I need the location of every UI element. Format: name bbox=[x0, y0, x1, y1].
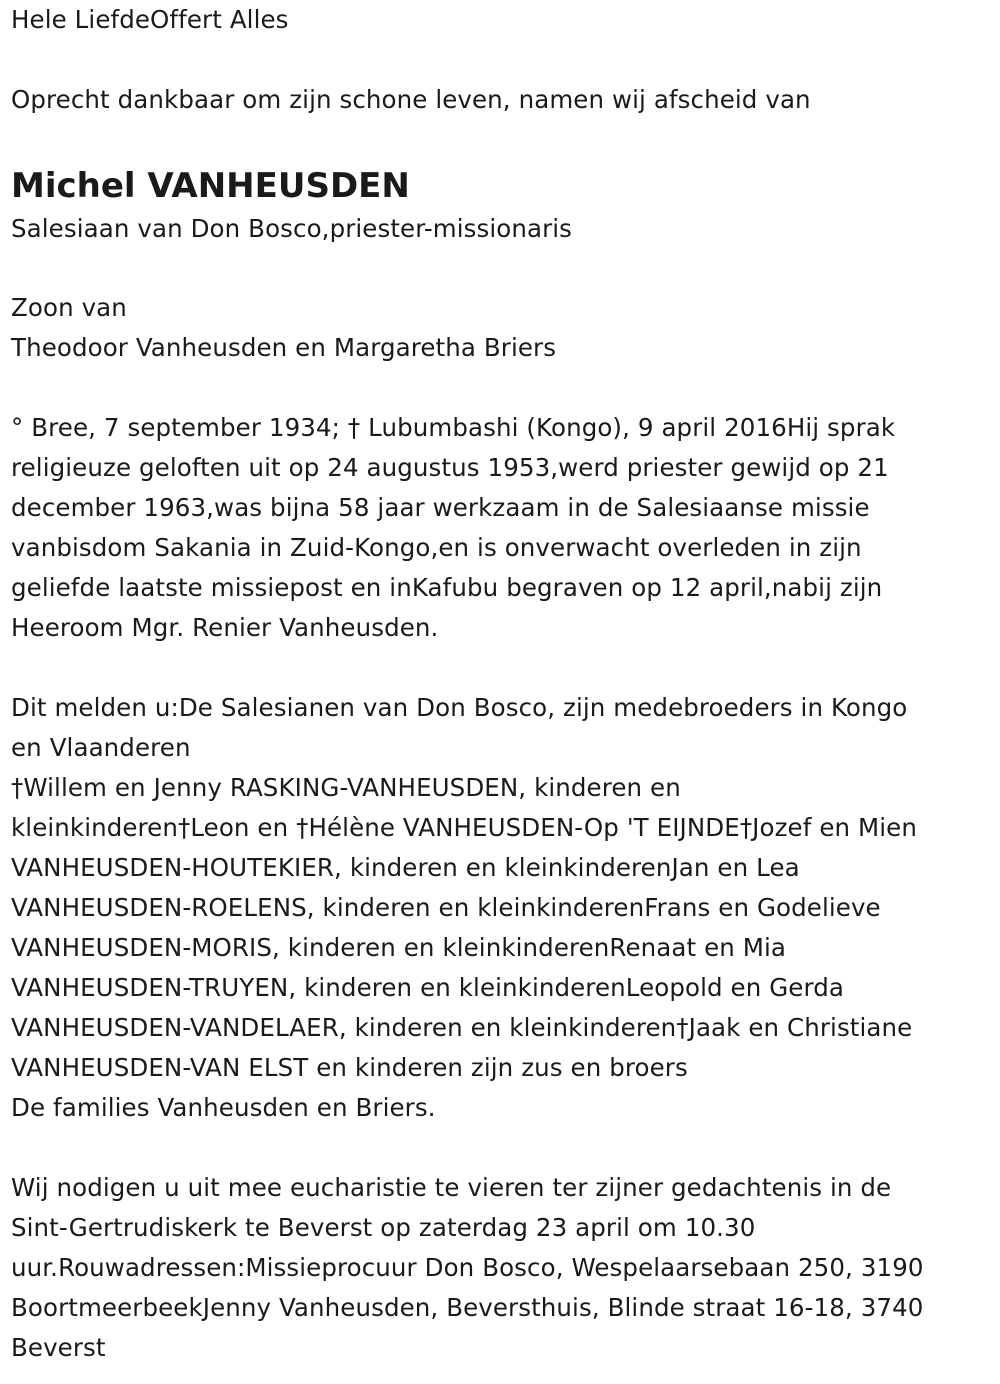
announcement-line: en Vlaanderen bbox=[11, 733, 191, 762]
spacer bbox=[11, 368, 993, 408]
biography-line: ° Bree, 7 september 1934; † Lubumbashi (Kongo), 9 april 2016Hij sprak bbox=[11, 413, 896, 442]
announcement-line: Dit melden u:De Salesianen van Don Bosco, zijn medebroeders in Kongo bbox=[11, 693, 908, 722]
announcement-line: VANHEUSDEN-TRUYEN, kinderen en kleinkinderenLeopold en Gerda bbox=[11, 973, 844, 1002]
announcement-line: VANHEUSDEN-VANDELAER, kinderen en kleinkinderen†Jaak en Christiane bbox=[11, 1013, 913, 1042]
biography-line: geliefde laatste missiepost en inKafubu begraven op 12 april,nabij zijn bbox=[11, 573, 883, 602]
announcement-line: kleinkinderen†Leon en †Hélène VANHEUSDEN-Op 'T EIJNDE†Jozef en Mien bbox=[11, 813, 917, 842]
announcement-line: VANHEUSDEN-VAN ELST en kinderen zijn zus en broers bbox=[11, 1053, 688, 1082]
announcement-line: †Willem en Jenny RASKING-VANHEUSDEN, kinderen en bbox=[11, 773, 681, 802]
biography-line: december 1963,was bijna 58 jaar werkzaam in de Salesiaanse missie bbox=[11, 493, 870, 522]
invitation-line: Beverst bbox=[11, 1333, 106, 1362]
intro-line: Oprecht dankbaar om zijn schone leven, namen wij afscheid van bbox=[11, 85, 811, 114]
spacer bbox=[11, 120, 993, 160]
invitation-line: BoortmeerbeekJenny Vanheusden, Beversthuis, Blinde straat 16-18, 3740 bbox=[11, 1293, 924, 1322]
announcement-paragraph bbox=[11, 688, 993, 1128]
invitation-line: Sint-Gertrudiskerk te Beverst op zaterdag 23 april om 10.30 bbox=[11, 1213, 756, 1242]
biography-paragraph bbox=[11, 408, 993, 648]
spacer bbox=[11, 1128, 993, 1168]
biography-line: Heeroom Mgr. Renier Vanheusden. bbox=[11, 613, 439, 642]
announcement-line: VANHEUSDEN-ROELENS, kinderen en kleinkinderenFrans en Godelieve bbox=[11, 893, 881, 922]
biography-line: religieuze geloften uit op 24 augustus 1953,werd priester gewijd op 21 bbox=[11, 453, 889, 482]
invitation-paragraph bbox=[11, 1168, 993, 1368]
spacer bbox=[11, 248, 993, 288]
spacer bbox=[11, 648, 993, 688]
announcement-line: VANHEUSDEN-HOUTEKIER, kinderen en kleinkinderenJan en Lea bbox=[11, 853, 800, 882]
parents-names: Theodoor Vanheusden en Margaretha Briers bbox=[11, 333, 557, 362]
motto-line: Hele LiefdeOffert Alles bbox=[11, 5, 289, 34]
parents-label: Zoon van bbox=[11, 293, 127, 322]
obituary-page bbox=[11, 0, 993, 1368]
deceased-role: Salesiaan van Don Bosco,priester-missionaris bbox=[11, 214, 573, 243]
deceased-name: Michel VANHEUSDEN bbox=[11, 166, 410, 206]
invitation-line: Wij nodigen u uit mee eucharistie te vieren ter zijner gedachtenis in de bbox=[11, 1173, 892, 1202]
invitation-line: uur.Rouwadressen:Missieprocuur Don Bosco, Wespelaarsebaan 250, 3190 bbox=[11, 1253, 924, 1282]
biography-line: vanbisdom Sakania in Zuid-Kongo,en is onverwacht overleden in zijn bbox=[11, 533, 862, 562]
announcement-line: De families Vanheusden en Briers. bbox=[11, 1093, 436, 1122]
announcement-line: VANHEUSDEN-MORIS, kinderen en kleinkinderenRenaat en Mia bbox=[11, 933, 787, 962]
spacer bbox=[11, 40, 993, 80]
